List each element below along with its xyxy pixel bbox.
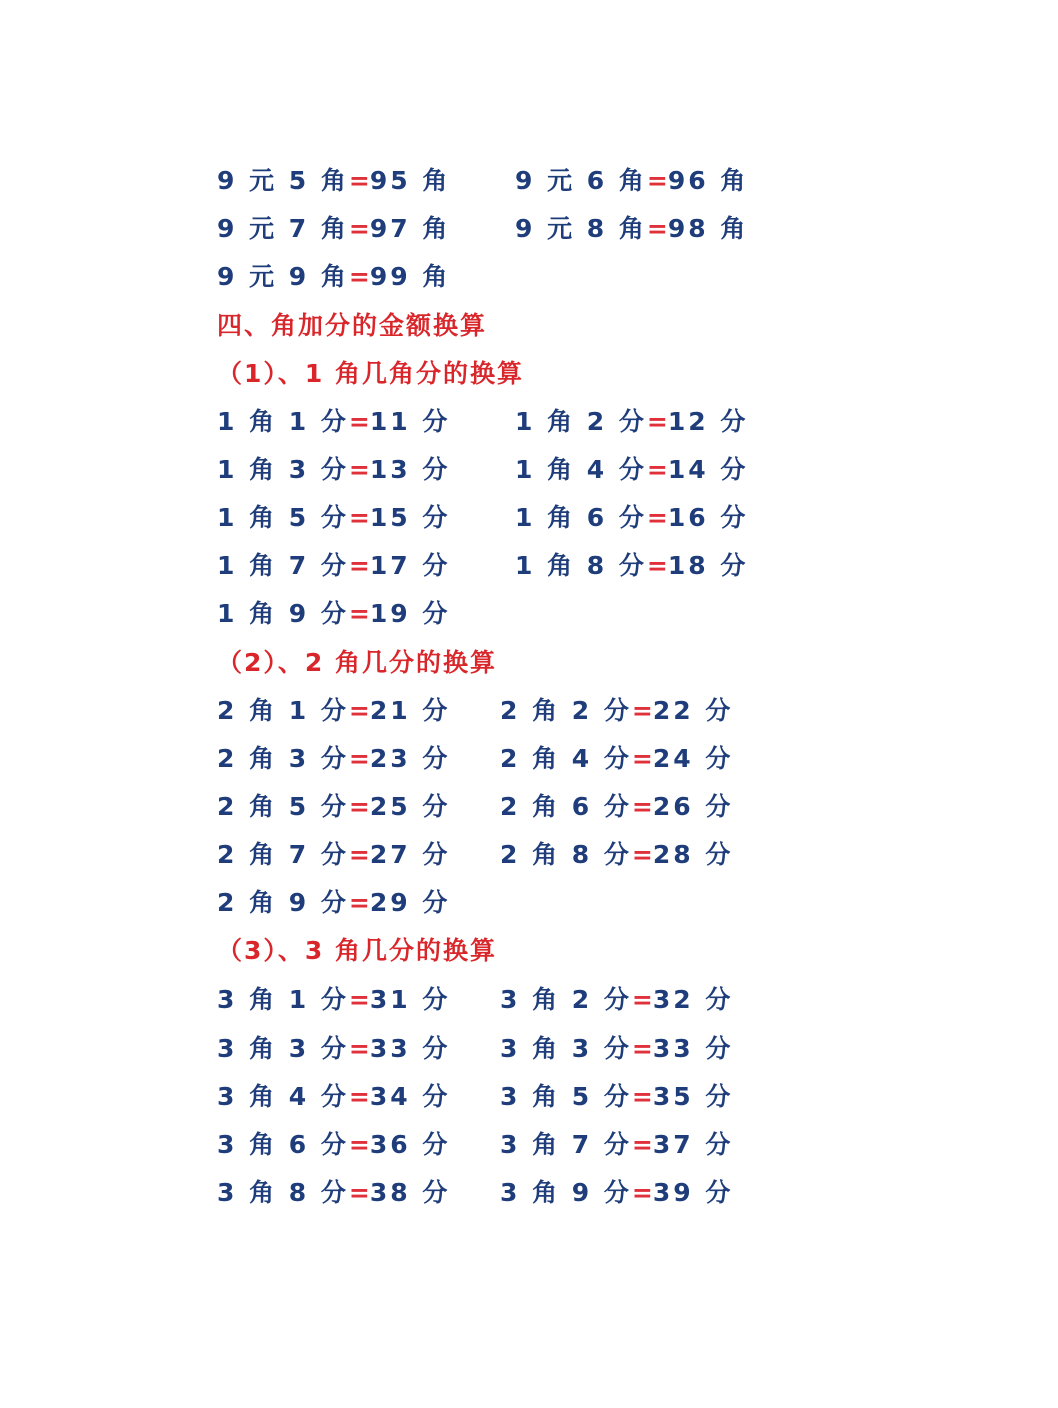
- equals-sign: =: [631, 1034, 653, 1063]
- equation-rhs: 12 分: [667, 407, 749, 436]
- equation-rhs: 98 角: [667, 214, 749, 243]
- subsection-heading: （2）、2 角几分的换算: [217, 648, 497, 677]
- equals-sign: =: [348, 1082, 370, 1111]
- equals-sign: =: [348, 262, 370, 291]
- equals-sign: =: [348, 214, 370, 243]
- equation-lhs: 2 角 1 分: [217, 696, 349, 725]
- equals-sign: =: [348, 1178, 370, 1207]
- equation: [217, 783, 450, 831]
- subsection-heading: （3）、3 角几分的换算: [217, 936, 497, 965]
- equation-lhs: 3 角 3 分: [500, 1034, 632, 1063]
- equation: [217, 879, 450, 927]
- equation-lhs: 3 角 3 分: [217, 1034, 349, 1063]
- equation-rhs: 35 分: [652, 1082, 734, 1111]
- equation-lhs: 1 角 3 分: [217, 455, 349, 484]
- equation-rhs: 96 角: [667, 166, 749, 195]
- equals-sign: =: [348, 840, 370, 869]
- equals-sign: =: [646, 166, 668, 195]
- equation-rhs: 29 分: [369, 888, 451, 917]
- equals-sign: =: [631, 744, 653, 773]
- equation: [217, 831, 450, 879]
- equation-lhs: 1 角 5 分: [217, 503, 349, 532]
- equation-rhs: 13 分: [369, 455, 451, 484]
- equation-lhs: 2 角 8 分: [500, 840, 632, 869]
- equation-lhs: 1 角 8 分: [515, 551, 647, 580]
- equation-rhs: 14 分: [667, 455, 749, 484]
- equation-rhs: 23 分: [369, 744, 451, 773]
- equation: [515, 446, 748, 494]
- equation: [217, 1169, 450, 1217]
- equation-rhs: 26 分: [652, 792, 734, 821]
- equation-lhs: 2 角 4 分: [500, 744, 632, 773]
- equation-lhs: 1 角 9 分: [217, 599, 349, 628]
- equation-lhs: 3 角 4 分: [217, 1082, 349, 1111]
- equation-lhs: 2 角 9 分: [217, 888, 349, 917]
- equation-lhs: 1 角 1 分: [217, 407, 349, 436]
- equation-lhs: 9 元 5 角: [217, 166, 349, 195]
- equation-rhs: 18 分: [667, 551, 749, 580]
- equation: [500, 1073, 733, 1121]
- equation-lhs: 3 角 9 分: [500, 1178, 632, 1207]
- equation-lhs: 1 角 4 分: [515, 455, 647, 484]
- equation-lhs: 9 元 8 角: [515, 214, 647, 243]
- equation-rhs: 16 分: [667, 503, 749, 532]
- equals-sign: =: [631, 792, 653, 821]
- equation-rhs: 15 分: [369, 503, 451, 532]
- equation-lhs: 3 角 6 分: [217, 1130, 349, 1159]
- equation-rhs: 34 分: [369, 1082, 451, 1111]
- equation-rhs: 39 分: [652, 1178, 734, 1207]
- equation: [217, 735, 450, 783]
- equation-rhs: 31 分: [369, 985, 451, 1014]
- equation: [500, 1169, 733, 1217]
- equals-sign: =: [631, 985, 653, 1014]
- equation: [515, 494, 748, 542]
- equation-rhs: 24 分: [652, 744, 734, 773]
- equation-lhs: 1 角 2 分: [515, 407, 647, 436]
- equals-sign: =: [646, 407, 668, 436]
- equals-sign: =: [348, 551, 370, 580]
- equation-lhs: 1 角 7 分: [217, 551, 349, 580]
- equals-sign: =: [646, 503, 668, 532]
- equals-sign: =: [348, 888, 370, 917]
- equation-lhs: 9 元 6 角: [515, 166, 647, 195]
- equation-lhs: 1 角 6 分: [515, 503, 647, 532]
- equation-lhs: 9 元 7 角: [217, 214, 349, 243]
- equation-lhs: 2 角 7 分: [217, 840, 349, 869]
- equals-sign: =: [348, 407, 370, 436]
- equation: [217, 494, 450, 542]
- equals-sign: =: [348, 599, 370, 628]
- equation: [217, 1025, 450, 1073]
- equation: [515, 542, 748, 590]
- equation-rhs: 97 角: [369, 214, 451, 243]
- equation-rhs: 19 分: [369, 599, 451, 628]
- equals-sign: =: [348, 166, 370, 195]
- equation: [515, 157, 748, 205]
- equals-sign: =: [631, 840, 653, 869]
- equals-sign: =: [348, 1130, 370, 1159]
- equation: [500, 687, 733, 735]
- equals-sign: =: [646, 214, 668, 243]
- equation: [500, 831, 733, 879]
- equals-sign: =: [348, 696, 370, 725]
- equation-rhs: 38 分: [369, 1178, 451, 1207]
- equation: [500, 976, 733, 1024]
- equation-rhs: 32 分: [652, 985, 734, 1014]
- equation-lhs: 3 角 1 分: [217, 985, 349, 1014]
- equation-rhs: 33 分: [652, 1034, 734, 1063]
- equation: [500, 1025, 733, 1073]
- equals-sign: =: [631, 1130, 653, 1159]
- equation-lhs: 3 角 7 分: [500, 1130, 632, 1159]
- equals-sign: =: [646, 455, 668, 484]
- subsection-heading: （1）、1 角几角分的换算: [217, 359, 524, 388]
- equals-sign: =: [631, 1178, 653, 1207]
- equals-sign: =: [631, 1082, 653, 1111]
- equation: [217, 590, 450, 638]
- equation-rhs: 17 分: [369, 551, 451, 580]
- equation-rhs: 99 角: [369, 262, 451, 291]
- equals-sign: =: [348, 792, 370, 821]
- equation-rhs: 37 分: [652, 1130, 734, 1159]
- equation: [217, 205, 450, 253]
- equation-rhs: 33 分: [369, 1034, 451, 1063]
- equation: [217, 446, 450, 494]
- equals-sign: =: [348, 455, 370, 484]
- equation-lhs: 2 角 6 分: [500, 792, 632, 821]
- equation-rhs: 28 分: [652, 840, 734, 869]
- equation: [217, 687, 450, 735]
- equation-rhs: 21 分: [369, 696, 451, 725]
- equation-lhs: 9 元 9 角: [217, 262, 349, 291]
- equals-sign: =: [348, 985, 370, 1014]
- equation-lhs: 3 角 8 分: [217, 1178, 349, 1207]
- equals-sign: =: [348, 744, 370, 773]
- equation-rhs: 36 分: [369, 1130, 451, 1159]
- equation: [500, 1121, 733, 1169]
- equation: [500, 783, 733, 831]
- equation-rhs: 22 分: [652, 696, 734, 725]
- equation: [217, 1121, 450, 1169]
- equation-lhs: 2 角 5 分: [217, 792, 349, 821]
- equation-lhs: 2 角 3 分: [217, 744, 349, 773]
- equation-rhs: 95 角: [369, 166, 451, 195]
- equation-lhs: 3 角 5 分: [500, 1082, 632, 1111]
- equation: [217, 976, 450, 1024]
- equals-sign: =: [348, 1034, 370, 1063]
- equation: [217, 398, 450, 446]
- equation-rhs: 25 分: [369, 792, 451, 821]
- equation-lhs: 2 角 2 分: [500, 696, 632, 725]
- equation: [217, 542, 450, 590]
- equals-sign: =: [631, 696, 653, 725]
- section-title: 四、角加分的金额换算: [217, 311, 488, 340]
- equals-sign: =: [646, 551, 668, 580]
- equation: [515, 205, 748, 253]
- equation: [500, 735, 733, 783]
- equation-lhs: 3 角 2 分: [500, 985, 632, 1014]
- equation: [515, 398, 748, 446]
- equation: [217, 157, 450, 205]
- equation-rhs: 11 分: [369, 407, 451, 436]
- equation: [217, 253, 450, 301]
- equals-sign: =: [348, 503, 370, 532]
- equation-rhs: 27 分: [369, 840, 451, 869]
- equation: [217, 1073, 450, 1121]
